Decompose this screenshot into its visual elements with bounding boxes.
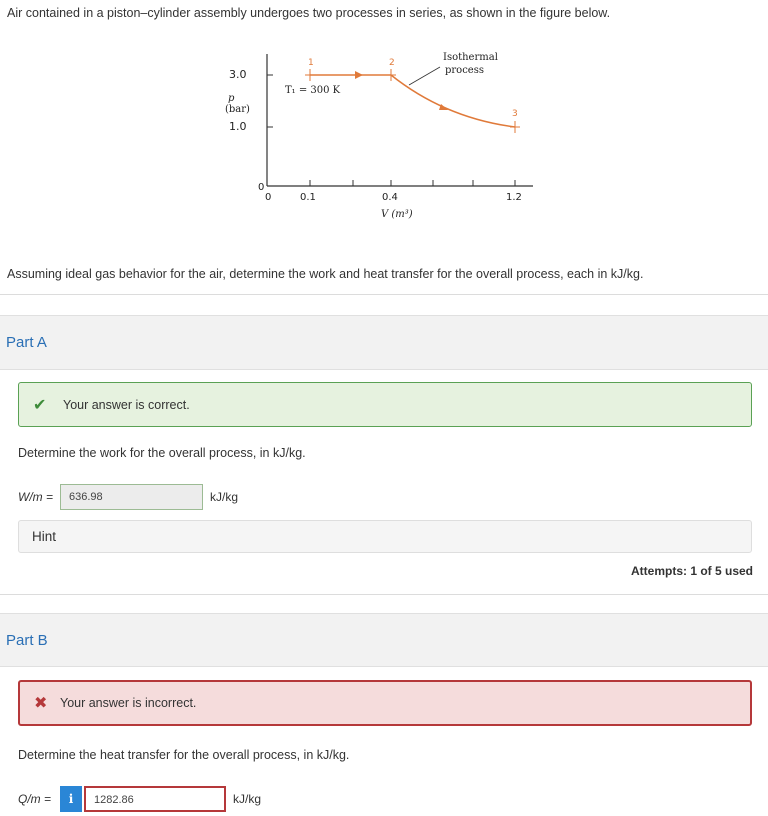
info-icon[interactable]: i [60, 786, 82, 812]
origin-x: 0 [265, 192, 272, 203]
y-tick-3: 3.0 [229, 68, 247, 81]
incorrect-feedback [18, 680, 752, 726]
state-3-label: 3 [512, 109, 518, 119]
process-label-line2: process [445, 65, 484, 76]
hint-label: Hint [32, 529, 57, 544]
pv-diagram [215, 40, 535, 230]
x-tick-0-1: 0.1 [300, 192, 316, 203]
x-mark-icon: ✖ [34, 695, 48, 712]
x-tick-1-2: 1.2 [506, 192, 522, 203]
work-unit: kJ/kg [210, 490, 239, 504]
origin-y: 0 [258, 182, 265, 193]
problem-intro: Air contained in a piston–cylinder assembly undergoes two processes in series, as shown in the figure below. [7, 6, 611, 20]
question-text: Assuming ideal gas behavior for the air, determine the work and heat transfer for the overall process, each in kJ/kg. [7, 267, 644, 281]
x-axis-label: V (m³) [381, 209, 413, 220]
x-tick-0-4: 0.4 [382, 192, 398, 203]
checkmark-icon: ✔ [33, 396, 47, 414]
t1-label: T₁ = 300 K [285, 85, 341, 96]
work-label: W/m = [18, 490, 53, 504]
process-2-3 [391, 75, 515, 127]
hint-button[interactable] [18, 520, 752, 553]
y-axis-unit: (bar) [225, 104, 250, 115]
state-2-label: 2 [389, 58, 395, 68]
state-1-label: 1 [308, 58, 314, 68]
part-b-prompt: Determine the heat transfer for the overall process, in kJ/kg. [18, 748, 350, 762]
divider [0, 294, 768, 295]
part-b-header[interactable] [0, 613, 768, 667]
part-a-prompt: Determine the work for the overall process, in kJ/kg. [18, 446, 306, 460]
incorrect-feedback-text: Your answer is incorrect. [60, 696, 197, 710]
heat-label: Q/m = [18, 792, 52, 806]
leader-line [409, 67, 440, 85]
attempts-counter: Attempts: 1 of 5 used [630, 564, 753, 578]
process-label-line1: Isothermal [443, 52, 498, 63]
heat-answer-input[interactable]: 1282.86 [84, 786, 226, 812]
divider [0, 594, 768, 595]
part-a-header[interactable] [0, 315, 768, 370]
arrow-right-icon [355, 71, 363, 79]
heat-unit: kJ/kg [233, 792, 262, 806]
y-tick-1: 1.0 [229, 120, 247, 133]
part-a-title: Part A [6, 334, 47, 351]
correct-feedback [18, 382, 752, 427]
y-axis-symbol: p [228, 93, 235, 104]
work-answer-input[interactable]: 636.98 [60, 484, 203, 510]
correct-feedback-text: Your answer is correct. [63, 397, 190, 412]
part-b-title: Part B [6, 632, 48, 649]
